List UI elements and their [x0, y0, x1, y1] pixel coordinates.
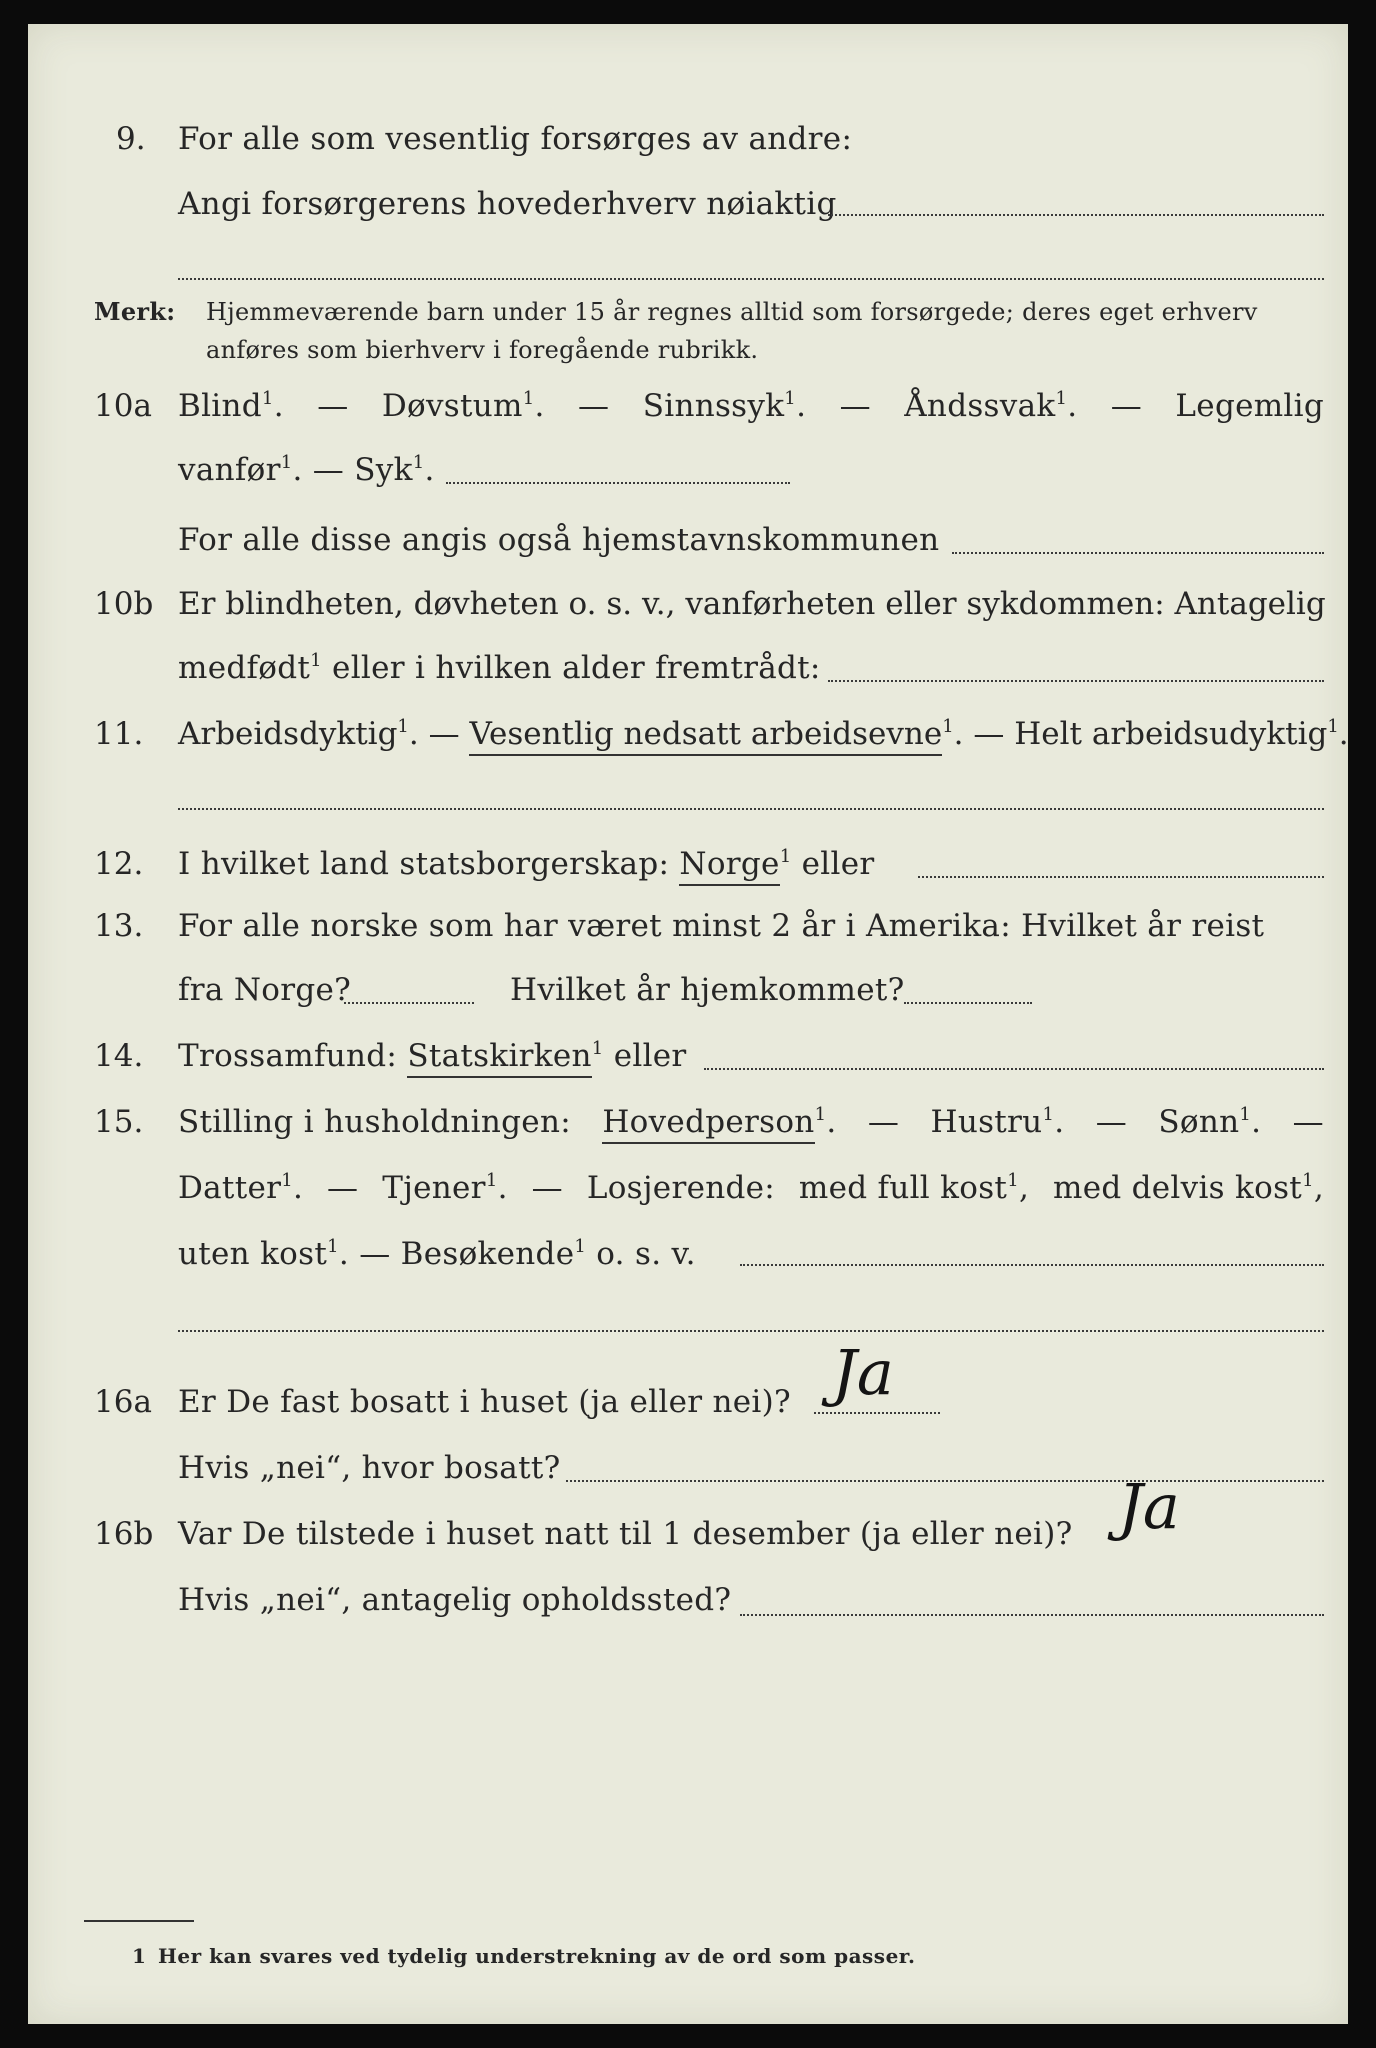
q14-answer-line[interactable]: [704, 1068, 1324, 1070]
merk-line2: anføres som bierhverv i foregående rubrikk.: [206, 336, 759, 364]
q16a-line1: Er De fast bosatt i huset (ja eller nei)?: [178, 1384, 791, 1420]
option-sinnssyk[interactable]: Sinnssyk: [642, 388, 785, 424]
option-tjener[interactable]: Tjener: [382, 1170, 486, 1206]
option-uten-kost[interactable]: uten kost: [178, 1236, 328, 1272]
option-statskirken[interactable]: Statskirken: [407, 1038, 591, 1078]
merk-label: Merk:: [94, 297, 176, 326]
q13-hjemkommet-line[interactable]: [904, 1002, 1032, 1004]
merk-line1: Hjemmeværende barn under 15 år regnes alltid som forsørgede; deres eget erhverv: [206, 298, 1258, 326]
q16b-handwritten-answer[interactable]: Ja: [1118, 1470, 1180, 1543]
option-syk[interactable]: Syk: [354, 452, 413, 488]
footnote-text: Her kan svares ved tydelig understrekning av de ord som passer.: [158, 1944, 916, 1968]
q10a-line3: For alle disse angis også hjemstavnskommunen: [178, 522, 940, 558]
q16a-number: 16a: [94, 1384, 152, 1420]
q10b-answer-line[interactable]: [828, 680, 1324, 682]
q15-answer-line[interactable]: [740, 1264, 1324, 1266]
q9-number: 9.: [116, 121, 146, 157]
option-arbeidsdyktig[interactable]: Arbeidsdyktig: [178, 716, 398, 752]
q12-number: 12.: [94, 846, 144, 882]
q15-number: 15.: [94, 1104, 144, 1140]
q9-line2: Angi forsørgerens hovederhverv nøiaktig: [178, 186, 837, 222]
census-form-page: [28, 24, 1348, 2024]
q10a-hjemstavn-line[interactable]: [952, 552, 1324, 554]
q13-reist-line[interactable]: [344, 1002, 474, 1004]
option-besokende[interactable]: Besøkende: [400, 1236, 575, 1272]
q10a-line1: Blind$^1$. — Døvstum$^1$. — Sinnssyk$^1$. — Åndssvak$^1$. — Legemlig: [178, 388, 1324, 424]
q12-line: I hvilket land statsborgerskap: Norge$^1$ eller: [178, 844, 874, 884]
option-vesentlig-nedsatt[interactable]: Vesentlig nedsatt arbeidsevne: [469, 716, 942, 756]
q16a-answer-line[interactable]: [814, 1412, 940, 1414]
q9-answer-line-2[interactable]: [178, 278, 1324, 280]
option-blind[interactable]: Blind: [178, 388, 262, 424]
option-delvis-kost[interactable]: med delvis kost: [1053, 1170, 1303, 1206]
q11-number: 11.: [94, 716, 144, 752]
q16a-bosatt-line[interactable]: [566, 1480, 1324, 1482]
q16b-line1: Var De tilstede i huset natt til 1 desember (ja eller nei)?: [178, 1516, 1073, 1552]
q9-answer-line[interactable]: [828, 214, 1324, 216]
q16b-number: 16b: [94, 1516, 154, 1552]
q13-fra-norge: fra Norge?: [178, 972, 352, 1008]
option-hovedperson[interactable]: Hovedperson: [602, 1104, 814, 1144]
q10a-answer-line[interactable]: [446, 482, 790, 484]
q10b-line1: Er blindheten, døvheten o. s. v., vanførheten eller sykdommen: Antagelig: [178, 586, 1326, 622]
q15-answer-line-2[interactable]: [178, 1330, 1324, 1332]
q14-number: 14.: [94, 1038, 144, 1074]
option-medfodt[interactable]: medfødt: [178, 650, 311, 686]
q13-number: 13.: [94, 908, 144, 944]
option-datter[interactable]: Datter: [178, 1170, 282, 1206]
q10a-line2: vanfør$^1$. — Syk$^1$.: [178, 452, 435, 488]
q13-line1: For alle norske som har været minst 2 år i Amerika: Hvilket år reist: [178, 908, 1265, 944]
q16b-opholdssted-line[interactable]: [740, 1614, 1324, 1616]
option-legemlig[interactable]: Legemlig: [1175, 388, 1324, 424]
q14-line: Trossamfund: Statskirken$^1$ eller: [178, 1036, 687, 1076]
q16b-line2: Hvis „nei“, antagelig opholdssted?: [178, 1582, 732, 1618]
option-dovstum[interactable]: Døvstum: [381, 388, 523, 424]
q10b-line2: medfødt$^1$ eller i hvilken alder fremtrådt:: [178, 650, 821, 686]
q9-line1: For alle som vesentlig forsørges av andre:: [178, 121, 853, 157]
option-sonn[interactable]: Sønn: [1158, 1104, 1240, 1140]
option-helt-arbeidsudyktig[interactable]: Helt arbeidsudyktig: [1014, 716, 1328, 752]
q12-answer-line[interactable]: [918, 876, 1324, 878]
q10b-number: 10b: [94, 586, 154, 622]
footnote-mark: 1: [132, 1944, 147, 1968]
q15-line1: Stilling i husholdningen: Hovedperson$^1$. — Hustru$^1$. — Sønn$^1$. —: [178, 1102, 1324, 1142]
q13-hjemkommet: Hvilket år hjemkommet?: [510, 972, 905, 1008]
q15-line2: Datter$^1$. — Tjener$^1$. — Losjerende: med full kost$^1$, med delvis kost$^1$,: [178, 1170, 1324, 1206]
q16a-line2: Hvis „nei“, hvor bosatt?: [178, 1450, 561, 1486]
option-hustru[interactable]: Hustru: [930, 1104, 1043, 1140]
option-andssvak[interactable]: Åndssvak: [904, 388, 1056, 424]
q15-line3: uten kost$^1$. — Besøkende$^1$ o. s. v.: [178, 1236, 696, 1272]
q16a-handwritten-answer[interactable]: Ja: [832, 1336, 894, 1409]
q10a-number: 10a: [94, 388, 152, 424]
option-vanfor[interactable]: vanfør: [178, 452, 281, 488]
option-full-kost[interactable]: med full kost: [798, 1170, 1008, 1206]
footnote-rule: [84, 1920, 194, 1922]
option-norge[interactable]: Norge: [679, 846, 779, 886]
q11-answer-line[interactable]: [178, 808, 1324, 810]
q11-line1: Arbeidsdyktig$^1$. — Vesentlig nedsatt arbeidsevne$^1$. — Helt arbeidsudyktig$^1$.: [178, 714, 1349, 754]
